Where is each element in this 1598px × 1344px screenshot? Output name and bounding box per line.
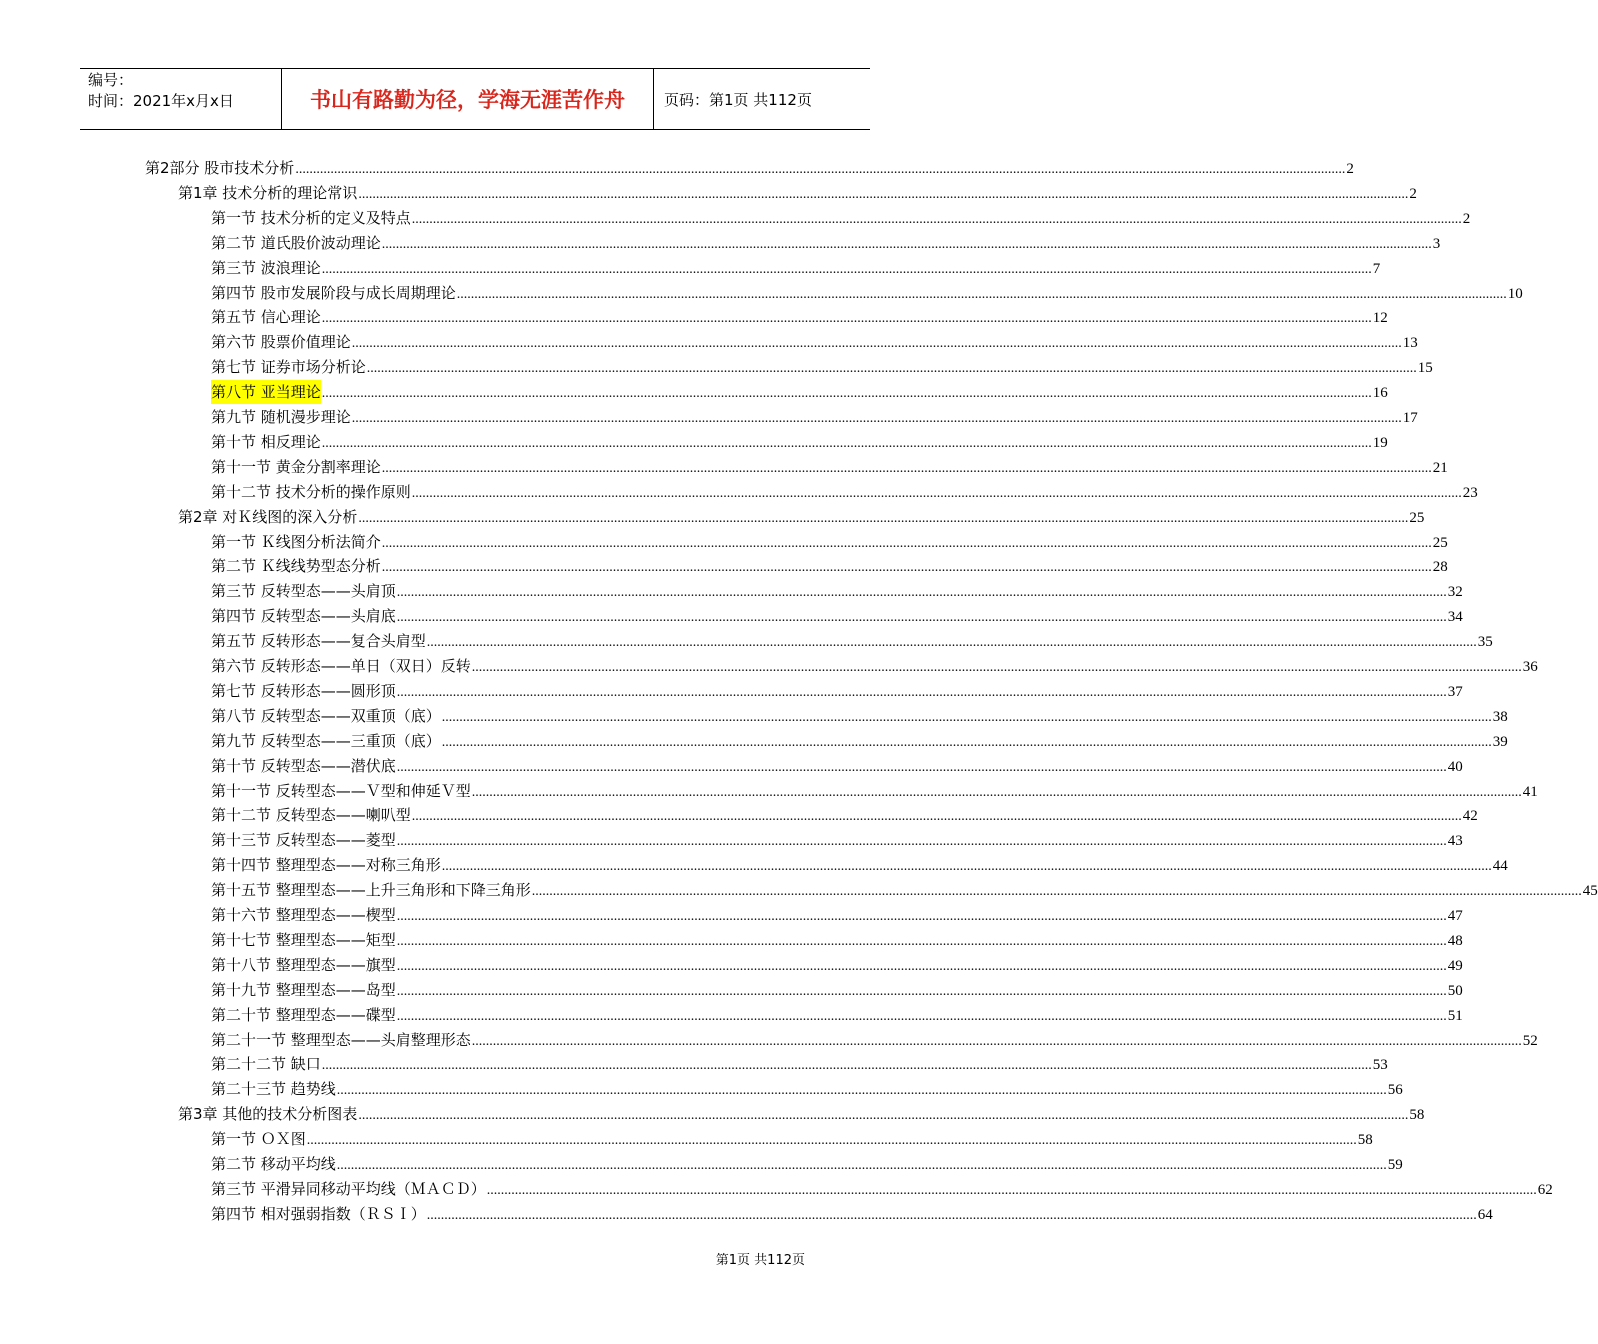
toc-entry-page: 38 [1492, 708, 1508, 725]
page-footer: 第1页 共112页 [715, 1253, 805, 1268]
toc-entry[interactable] [211, 729, 1508, 753]
toc-leader-dots: ............................................................................................................................................................................................................................................................................................................ [381, 460, 1432, 476]
toc-leader-dots: ............................................................................................................................................................................................................................................................................................................ [441, 709, 1492, 725]
toc-entry-title: 第六节 股票价值理论 [211, 333, 351, 352]
toc-entry-page: 21 [1432, 459, 1448, 476]
toc-entry-title: 第十一节 黄金分割率理论 [211, 457, 381, 476]
toc-leader-dots: ............................................................................................................................................................................................................................................................................................................ [306, 1133, 1357, 1149]
toc-entry-page: 15 [1417, 360, 1433, 377]
toc-entry-title: 第三节 反转型态——头肩顶 [211, 582, 396, 601]
toc-leader-dots: ............................................................................................................................................................................................................................................................................................................ [396, 983, 1447, 999]
toc-leader-dots: ............................................................................................................................................................................................................................................................................................................ [441, 859, 1492, 875]
toc-entry-page: 47 [1447, 908, 1463, 924]
toc-entry[interactable] [211, 1052, 1388, 1076]
toc-entry-title: 第二十一节 整理型态——头肩整理形态 [211, 1030, 471, 1049]
toc-entry-title: 第七节 证券市场分析论 [211, 358, 366, 377]
toc-leader-dots: ............................................................................................................................................................................................................................................................................................................ [471, 784, 1522, 800]
toc-entry-page: 3 [1432, 235, 1441, 252]
toc-entry-page: 62 [1537, 1181, 1553, 1198]
toc-entry[interactable] [211, 704, 1508, 728]
toc-entry[interactable] [211, 256, 1381, 280]
toc-entry-title: 第一节 技术分析的定义及特点 [211, 208, 411, 227]
toc-entry-page: 40 [1447, 758, 1463, 775]
toc-entry[interactable] [211, 803, 1478, 827]
toc-leader-dots: ............................................................................................................................................................................................................................................................................................................ [351, 336, 1402, 352]
toc-leader-dots: ............................................................................................................................................................................................................................................................................................................ [358, 510, 1409, 526]
toc-leader-dots: ............................................................................................................................................................................................................................................................................................................ [396, 909, 1447, 924]
toc-leader-dots: ............................................................................................................................................................................................................................................................................................................ [358, 186, 1409, 202]
toc-entry-title: 第2部分 股市技术分析 [145, 159, 295, 177]
toc-entry-page: 64 [1477, 1206, 1493, 1223]
toc-entry[interactable] [211, 380, 1388, 404]
toc-leader-dots: ............................................................................................................................................................................................................................................................................................................ [411, 809, 1462, 825]
toc-entry-page: 49 [1447, 957, 1463, 974]
header-number: 编号： [88, 71, 134, 89]
toc-entry-title: 第十四节 整理型态——对称三角形 [211, 856, 441, 875]
toc-entry-page: 13 [1402, 335, 1418, 352]
toc-entry-title: 第九节 反转型态——三重顶（底） [211, 731, 441, 750]
toc-entry-page: 43 [1447, 833, 1463, 850]
toc-entry[interactable] [211, 579, 1463, 603]
toc-entry[interactable] [211, 480, 1478, 504]
toc-entry[interactable] [145, 156, 1354, 180]
toc-entry-page: 41 [1522, 783, 1538, 800]
toc-leader-dots: ............................................................................................................................................................................................................................................................................................................ [381, 535, 1432, 551]
toc-entry-page: 58 [1357, 1132, 1373, 1149]
toc-leader-dots: ............................................................................................................................................................................................................................................................................................................ [396, 1008, 1447, 1024]
toc-entry-title: 第一节 ＯＸ图 [211, 1130, 306, 1149]
toc-entry-page: 7 [1372, 260, 1381, 277]
toc-entry-page: 2 [1346, 161, 1354, 177]
toc-leader-dots: ............................................................................................................................................................................................................................................................................................................ [381, 560, 1432, 576]
toc-entry[interactable] [211, 231, 1441, 255]
toc-leader-dots: ............................................................................................................................................................................................................................................................................................................ [321, 311, 1372, 327]
toc-leader-dots: ............................................................................................................................................................................................................................................................................................................ [456, 286, 1507, 302]
toc-entry-page: 59 [1387, 1157, 1403, 1173]
toc-leader-dots: ............................................................................................................................................................................................................................................................................................................ [441, 734, 1492, 750]
toc-entry-title: 第十二节 反转型态——喇叭型 [211, 806, 411, 825]
toc-leader-dots: ............................................................................................................................................................................................................................................................................................................ [351, 411, 1402, 426]
toc-entry[interactable] [211, 530, 1448, 554]
page-header [80, 68, 870, 130]
toc-entry-page: 32 [1447, 584, 1463, 601]
toc-leader-dots: ............................................................................................................................................................................................................................................................................................................ [426, 635, 1477, 651]
toc-entry-page: 39 [1492, 733, 1508, 750]
toc-entry-title: 第五节 信心理论 [211, 308, 321, 327]
toc-entry[interactable] [211, 828, 1463, 852]
toc-entry[interactable] [211, 878, 1598, 902]
header-motto: 书山有路勤为径，学海无涯苦作舟 [282, 69, 654, 129]
toc-entry[interactable] [211, 554, 1448, 578]
toc-entry-page: 58 [1409, 1107, 1425, 1124]
toc-entry-title: 第二十三节 趋势线 [211, 1080, 336, 1099]
toc-entry[interactable] [211, 455, 1448, 479]
toc-entry[interactable] [211, 1028, 1538, 1052]
toc-entry[interactable] [211, 953, 1463, 977]
toc-entry-page: 28 [1432, 559, 1448, 576]
toc-entry[interactable] [211, 978, 1463, 1002]
toc-entry-title: 第十八节 整理型态——旗型 [211, 955, 396, 974]
toc-entry-page: 36 [1522, 659, 1538, 675]
toc-entry[interactable] [211, 928, 1463, 952]
toc-entry-page: 37 [1447, 683, 1463, 700]
toc-entry-title: 第四节 股市发展阶段与成长周期理论 [211, 283, 456, 302]
toc-entry-page: 48 [1447, 932, 1463, 949]
toc-entry[interactable] [211, 779, 1538, 803]
toc-entry-page: 16 [1372, 385, 1388, 402]
toc-entry[interactable] [211, 629, 1493, 653]
toc-entry-title: 第八节 反转型态——双重顶（底） [211, 706, 441, 725]
toc-entry-title: 第二十节 整理型态——碟型 [211, 1005, 396, 1024]
toc-entry-page: 2 [1462, 210, 1471, 227]
toc-entry-title: 第十三节 反转型态——菱型 [211, 831, 396, 850]
toc-entry-page: 25 [1432, 534, 1448, 551]
toc-entry-title: 第十九节 整理型态——岛型 [211, 980, 396, 999]
toc-leader-dots: ............................................................................................................................................................................................................................................................................................................ [366, 361, 1417, 377]
toc-entry-title: 第四节 相对强弱指数（ＲＳＩ） [211, 1204, 426, 1223]
toc-entry[interactable] [211, 1003, 1463, 1027]
toc-entry-title: 第十节 相反理论 [211, 432, 321, 451]
toc-entry[interactable] [211, 754, 1463, 778]
toc-entry-page: 44 [1492, 858, 1508, 875]
toc-leader-dots: ............................................................................................................................................................................................................................................................................................................ [396, 610, 1447, 626]
toc-entry-page: 52 [1522, 1032, 1538, 1049]
toc-entry-title: 第3章 其他的技术分析图表 [178, 1105, 358, 1124]
toc-entry[interactable] [211, 330, 1418, 354]
toc-entry[interactable] [211, 355, 1433, 379]
toc-leader-dots: ............................................................................................................................................................................................................................................................................................................ [358, 1108, 1409, 1124]
toc-entry-title: 第三节 平滑异同移动平均线（ＭＡＣＤ） [211, 1179, 486, 1198]
toc-entry-page: 50 [1447, 982, 1463, 999]
toc-entry-page: 35 [1477, 634, 1493, 651]
header-meta [80, 69, 282, 129]
toc-entry-title: 第1章 技术分析的理论常识 [178, 183, 358, 202]
toc-entry-title: 第2章 对Ｋ线图的深入分析 [178, 507, 358, 526]
toc-entry[interactable] [211, 604, 1463, 628]
toc-entry-title: 第九节 随机漫步理论 [211, 408, 351, 426]
toc-entry[interactable] [211, 679, 1463, 703]
toc-entry-title: 第七节 反转形态——圆形顶 [211, 681, 396, 700]
toc-leader-dots: ............................................................................................................................................................................................................................................................................................................ [321, 386, 1372, 402]
toc-leader-dots: ............................................................................................................................................................................................................................................................................................................ [396, 834, 1447, 850]
toc-entry-title: 第三节 波浪理论 [211, 258, 321, 277]
toc-entry-page: 12 [1372, 310, 1388, 327]
toc-entry-title: 第六节 反转形态——单日（双日）反转 [211, 657, 471, 675]
toc-leader-dots: ............................................................................................................................................................................................................................................................................................................ [396, 759, 1447, 775]
toc-entry-page: 45 [1582, 883, 1598, 900]
toc-entry-page: 19 [1372, 434, 1388, 451]
toc-entry-page: 56 [1387, 1082, 1403, 1099]
toc-entry[interactable] [211, 206, 1471, 230]
toc-entry-title: 第十一节 反转型态——Ｖ型和伸延Ｖ型 [211, 781, 471, 800]
toc-leader-dots: ............................................................................................................................................................................................................................................................................................................ [321, 261, 1372, 277]
toc-leader-dots: ............................................................................................................................................................................................................................................................................................................ [486, 1182, 1537, 1198]
toc-entry-title: 第十七节 整理型态——矩型 [211, 930, 396, 949]
toc-entry-title: 第十五节 整理型态——上升三角形和下降三角形 [211, 881, 531, 900]
toc-entry[interactable] [211, 430, 1388, 454]
toc-leader-dots: ............................................................................................................................................................................................................................................................................................................ [426, 1207, 1477, 1223]
toc-leader-dots: ............................................................................................................................................................................................................................................................................................................ [471, 660, 1522, 675]
toc-leader-dots: ............................................................................................................................................................................................................................................................................................................ [411, 485, 1462, 501]
toc-leader-dots: ............................................................................................................................................................................................................................................................................................................ [295, 162, 1346, 177]
toc-entry-title: 第二节 道氏股价波动理论 [211, 233, 381, 252]
toc-entry[interactable] [211, 405, 1418, 429]
toc-entry-page: 2 [1409, 185, 1417, 202]
toc-leader-dots: ............................................................................................................................................................................................................................................................................................................ [381, 236, 1432, 252]
toc-entry-title: 第二节 Ｋ线线势型态分析 [211, 557, 381, 576]
toc-leader-dots: ............................................................................................................................................................................................................................................................................................................ [396, 958, 1447, 974]
header-time: 时间：2021年x月x日 [88, 92, 234, 110]
toc-leader-dots: ............................................................................................................................................................................................................................................................................................................ [336, 1158, 1387, 1173]
toc-entry[interactable] [178, 1102, 1425, 1126]
toc-entry[interactable] [211, 903, 1463, 927]
toc-entry-title: 第二十二节 缺口 [211, 1055, 321, 1074]
toc-entry[interactable] [211, 1127, 1373, 1151]
toc-leader-dots: ............................................................................................................................................................................................................................................................................................................ [471, 1033, 1522, 1049]
toc-leader-dots: ............................................................................................................................................................................................................................................................................................................ [411, 211, 1462, 227]
toc-entry-page: 25 [1409, 509, 1425, 526]
toc-entry[interactable] [178, 181, 1417, 205]
toc-entry-title: 第十节 反转型态——潜伏底 [211, 756, 396, 775]
toc-entry[interactable] [211, 1177, 1553, 1201]
toc-entry[interactable] [211, 305, 1388, 329]
header-page-number: 页码：第1页 共112页 [664, 90, 812, 109]
toc-entry-page: 23 [1462, 484, 1478, 501]
toc-entry-title: 第四节 反转型态——头肩底 [211, 607, 396, 626]
toc-leader-dots: ............................................................................................................................................................................................................................................................................................................ [336, 1083, 1387, 1099]
toc-leader-dots: ............................................................................................................................................................................................................................................................................................................ [396, 585, 1447, 601]
toc-entry[interactable] [211, 1077, 1403, 1101]
toc-entry-title: 第五节 反转形态——复合头肩型 [211, 632, 426, 651]
toc-entry-page: 51 [1447, 1007, 1463, 1024]
toc-leader-dots: ............................................................................................................................................................................................................................................................................................................ [321, 1058, 1372, 1074]
toc-entry[interactable] [211, 1202, 1493, 1226]
toc-entry-title: 第一节 Ｋ线图分析法简介 [211, 532, 381, 551]
toc-entry-title: 第八节 亚当理论 [211, 380, 321, 404]
toc-entry-page: 53 [1372, 1057, 1388, 1074]
toc-entry[interactable] [211, 853, 1508, 877]
toc-entry-page: 34 [1447, 609, 1463, 626]
toc-entry-page: 42 [1462, 808, 1478, 825]
toc-leader-dots: ............................................................................................................................................................................................................................................................................................................ [396, 933, 1447, 949]
toc-entry-page: 10 [1507, 285, 1523, 302]
toc-entry[interactable] [178, 505, 1425, 529]
toc-entry-title: 第十二节 技术分析的操作原则 [211, 482, 411, 501]
toc-entry[interactable] [211, 281, 1523, 305]
toc-entry-page: 17 [1402, 410, 1418, 426]
toc-entry[interactable] [211, 1152, 1403, 1176]
toc-entry[interactable] [211, 654, 1538, 678]
toc-entry-title: 第二节 移动平均线 [211, 1155, 336, 1173]
toc-entry-title: 第十六节 整理型态——楔型 [211, 906, 396, 924]
toc-leader-dots: ............................................................................................................................................................................................................................................................................................................ [321, 435, 1372, 451]
toc-leader-dots: ............................................................................................................................................................................................................................................................................................................ [531, 884, 1582, 900]
toc-leader-dots: ............................................................................................................................................................................................................................................................................................................ [396, 684, 1447, 700]
